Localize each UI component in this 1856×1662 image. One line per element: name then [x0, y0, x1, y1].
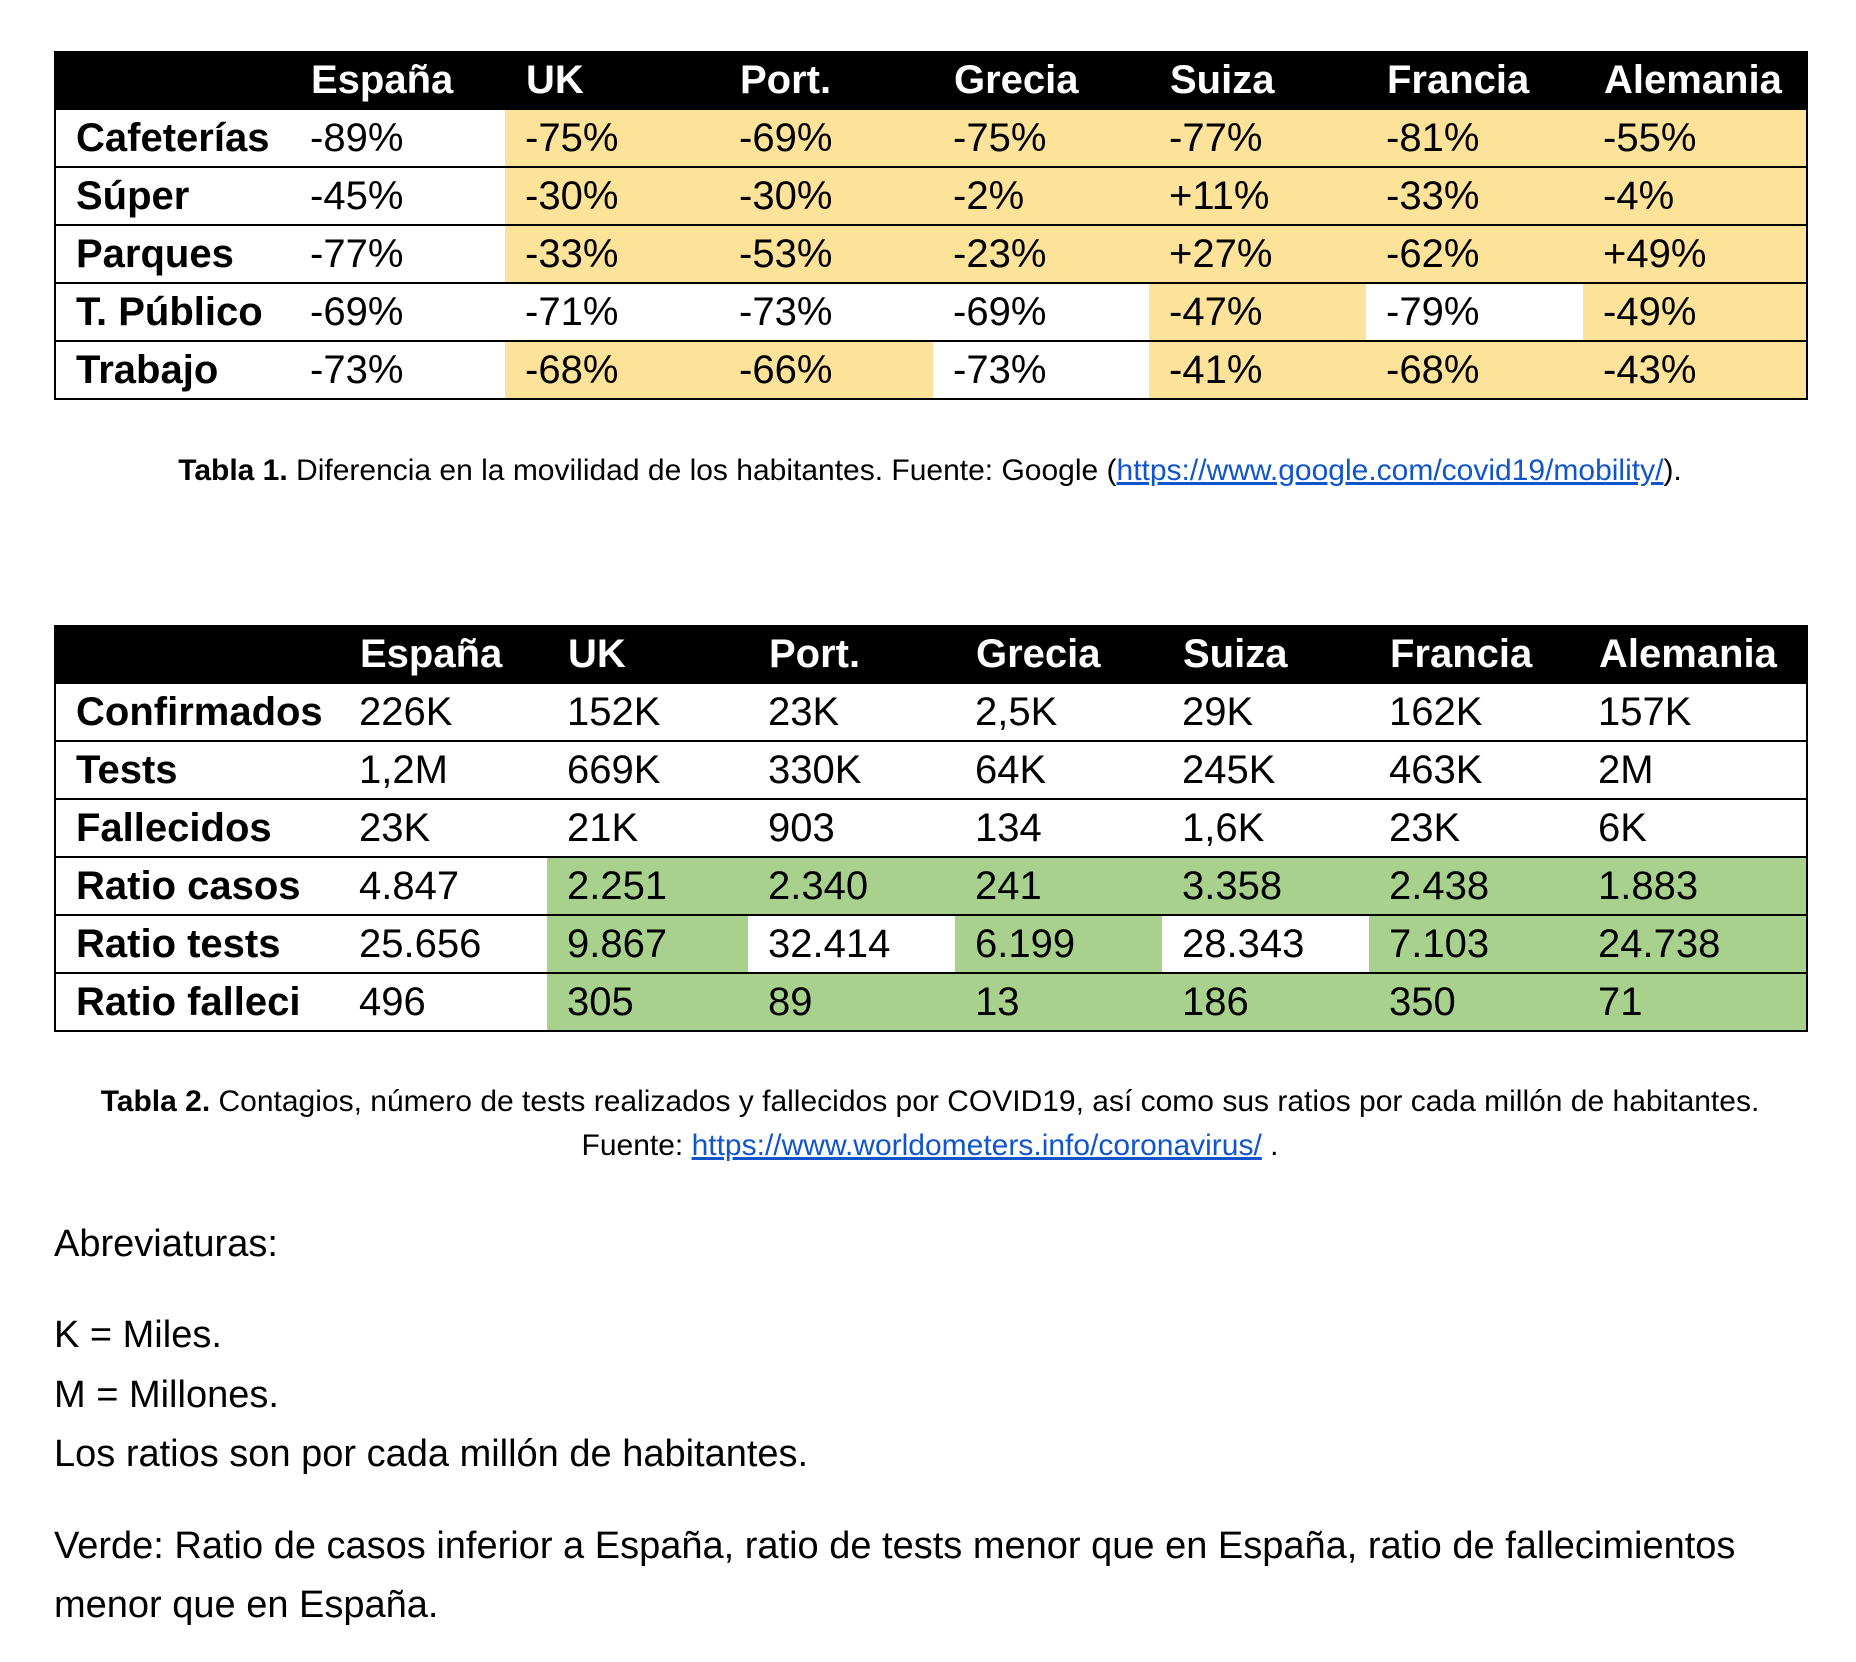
mobility-table	[54, 51, 1808, 400]
table-cell: -81%	[1366, 109, 1583, 167]
row-label: Fallecidos	[55, 799, 339, 857]
table-cell: -4%	[1583, 167, 1807, 225]
corner-header	[55, 52, 290, 109]
table-row	[55, 283, 1807, 341]
table-cell: 669K	[547, 741, 748, 799]
table-cell: 32.414	[748, 915, 955, 973]
table-cell: 28.343	[1162, 915, 1369, 973]
table-cell: -53%	[719, 225, 933, 283]
table-cell: -77%	[1149, 109, 1366, 167]
table-cell: 6.199	[955, 915, 1162, 973]
table-cell: -69%	[290, 283, 505, 341]
column-header: Alemania	[1583, 52, 1807, 109]
column-header: España	[339, 626, 547, 683]
table-cell: 496	[339, 973, 547, 1031]
abbreviations-heading: Abreviaturas:	[54, 1223, 278, 1265]
table-cell: 71	[1578, 973, 1807, 1031]
table-cell: -77%	[290, 225, 505, 283]
table-cell: 330K	[748, 741, 955, 799]
note-m: M = Millones.	[54, 1374, 279, 1416]
column-header: España	[290, 52, 505, 109]
note-green-legend: Verde: Ratio de casos inferior a España, ratio de tests menor que en España, ratio de fallecimientos menor que en España.	[54, 1525, 1736, 1626]
row-label: Súper	[55, 167, 290, 225]
table-cell: 23K	[748, 683, 955, 741]
table-cell: -45%	[290, 167, 505, 225]
table-cell: 245K	[1162, 741, 1369, 799]
column-header: Francia	[1366, 52, 1583, 109]
table-cell: 3.358	[1162, 857, 1369, 915]
caption-text-end: .	[1261, 1129, 1279, 1162]
table-cell: 9.867	[547, 915, 748, 973]
table-cell: -66%	[719, 341, 933, 399]
corner-header	[55, 626, 339, 683]
table-cell: -73%	[719, 283, 933, 341]
column-header: Alemania	[1578, 626, 1807, 683]
table-cell: 1.883	[1578, 857, 1807, 915]
table-header-row	[55, 626, 1807, 683]
table-cell: 305	[547, 973, 748, 1031]
row-label: Parques	[55, 225, 290, 283]
caption-text: Contagios, número de tests realizados y fallecidos por COVID19, así como sus ratios por cada millón de habitantes. Fuente:	[210, 1085, 1760, 1162]
table-cell: +27%	[1149, 225, 1366, 283]
table-cell: 152K	[547, 683, 748, 741]
table-cell: 2.251	[547, 857, 748, 915]
table-cell: +49%	[1583, 225, 1807, 283]
table-cell: 1,6K	[1162, 799, 1369, 857]
worldometers-link[interactable]: https://www.worldometers.info/coronavirus/	[691, 1129, 1262, 1162]
row-label: Ratio tests	[55, 915, 339, 973]
table-cell: 89	[748, 973, 955, 1031]
table-cell: -23%	[933, 225, 1149, 283]
table-cell: -69%	[933, 283, 1149, 341]
table-cell: 463K	[1369, 741, 1578, 799]
table-cell: 24.738	[1578, 915, 1807, 973]
table-cell: -75%	[505, 109, 719, 167]
row-label: Ratio casos	[55, 857, 339, 915]
row-label: Ratio falleci	[55, 973, 339, 1031]
table-cell: -55%	[1583, 109, 1807, 167]
table2-caption	[54, 1080, 1806, 1168]
caption-label: Tabla 2.	[100, 1085, 211, 1118]
row-label: Confirmados	[55, 683, 339, 741]
column-header: Port.	[719, 52, 933, 109]
column-header: Port.	[748, 626, 955, 683]
table-cell: 134	[955, 799, 1162, 857]
table-cell: 29K	[1162, 683, 1369, 741]
table-cell: 2.438	[1369, 857, 1578, 915]
column-header: Francia	[1369, 626, 1578, 683]
table-cell: -75%	[933, 109, 1149, 167]
table-row	[55, 683, 1807, 741]
row-label: T. Público	[55, 283, 290, 341]
table-cell: 903	[748, 799, 955, 857]
table-row	[55, 109, 1807, 167]
column-header: UK	[547, 626, 748, 683]
table-cell: 23K	[339, 799, 547, 857]
column-header: Suiza	[1162, 626, 1369, 683]
table-cell: 157K	[1578, 683, 1807, 741]
table-cell: 2,5K	[955, 683, 1162, 741]
row-label: Cafeterías	[55, 109, 290, 167]
table-cell: -73%	[933, 341, 1149, 399]
table-cell: 350	[1369, 973, 1578, 1031]
caption-label: Tabla 1.	[178, 454, 288, 487]
table-row	[55, 741, 1807, 799]
table-row	[55, 857, 1807, 915]
table-cell: -49%	[1583, 283, 1807, 341]
table-cell: 186	[1162, 973, 1369, 1031]
table-row	[55, 799, 1807, 857]
column-header: Grecia	[955, 626, 1162, 683]
column-header: Suiza	[1149, 52, 1366, 109]
table-cell: -33%	[1366, 167, 1583, 225]
row-label: Tests	[55, 741, 339, 799]
table-cell: 6K	[1578, 799, 1807, 857]
table-row	[55, 225, 1807, 283]
table-cell: -62%	[1366, 225, 1583, 283]
column-header: UK	[505, 52, 719, 109]
table-cell: 64K	[955, 741, 1162, 799]
table-cell: 21K	[547, 799, 748, 857]
table-cell: -68%	[1366, 341, 1583, 399]
table-row	[55, 915, 1807, 973]
caption-text-end: ).	[1663, 454, 1682, 487]
table-cell: -69%	[719, 109, 933, 167]
table-cell: +11%	[1149, 167, 1366, 225]
table-cell: 7.103	[1369, 915, 1578, 973]
table-cell: 241	[955, 857, 1162, 915]
table-cell: 4.847	[339, 857, 547, 915]
table-cell: 162K	[1369, 683, 1578, 741]
google-mobility-link[interactable]: https://www.google.com/covid19/mobility/	[1116, 454, 1664, 487]
covid-stats-table	[54, 625, 1808, 1032]
note-k: K = Miles.	[54, 1314, 222, 1356]
table-header-row	[55, 52, 1807, 109]
table-cell: -89%	[290, 109, 505, 167]
table-cell: -30%	[505, 167, 719, 225]
table-cell: -73%	[290, 341, 505, 399]
table-cell: -33%	[505, 225, 719, 283]
row-label: Trabajo	[55, 341, 290, 399]
table-cell: 226K	[339, 683, 547, 741]
table-cell: -30%	[719, 167, 933, 225]
table-cell: -79%	[1366, 283, 1583, 341]
column-header: Grecia	[933, 52, 1149, 109]
table-cell: 13	[955, 973, 1162, 1031]
table-row	[55, 341, 1807, 399]
table-cell: -41%	[1149, 341, 1366, 399]
table-cell: -43%	[1583, 341, 1807, 399]
table-cell: 25.656	[339, 915, 547, 973]
table-cell: -47%	[1149, 283, 1366, 341]
table-cell: -2%	[933, 167, 1149, 225]
table-cell: -71%	[505, 283, 719, 341]
table-cell: 1,2M	[339, 741, 547, 799]
table-cell: 23K	[1369, 799, 1578, 857]
note-ratios: Los ratios son por cada millón de habitantes.	[54, 1433, 809, 1475]
table-row	[55, 167, 1807, 225]
table-row	[55, 973, 1807, 1031]
caption-text: Diferencia en la movilidad de los habitantes. Fuente: Google (	[287, 454, 1117, 487]
table-cell: 2M	[1578, 741, 1807, 799]
table-cell: -68%	[505, 341, 719, 399]
table-cell: 2.340	[748, 857, 955, 915]
table1-caption	[54, 449, 1806, 493]
